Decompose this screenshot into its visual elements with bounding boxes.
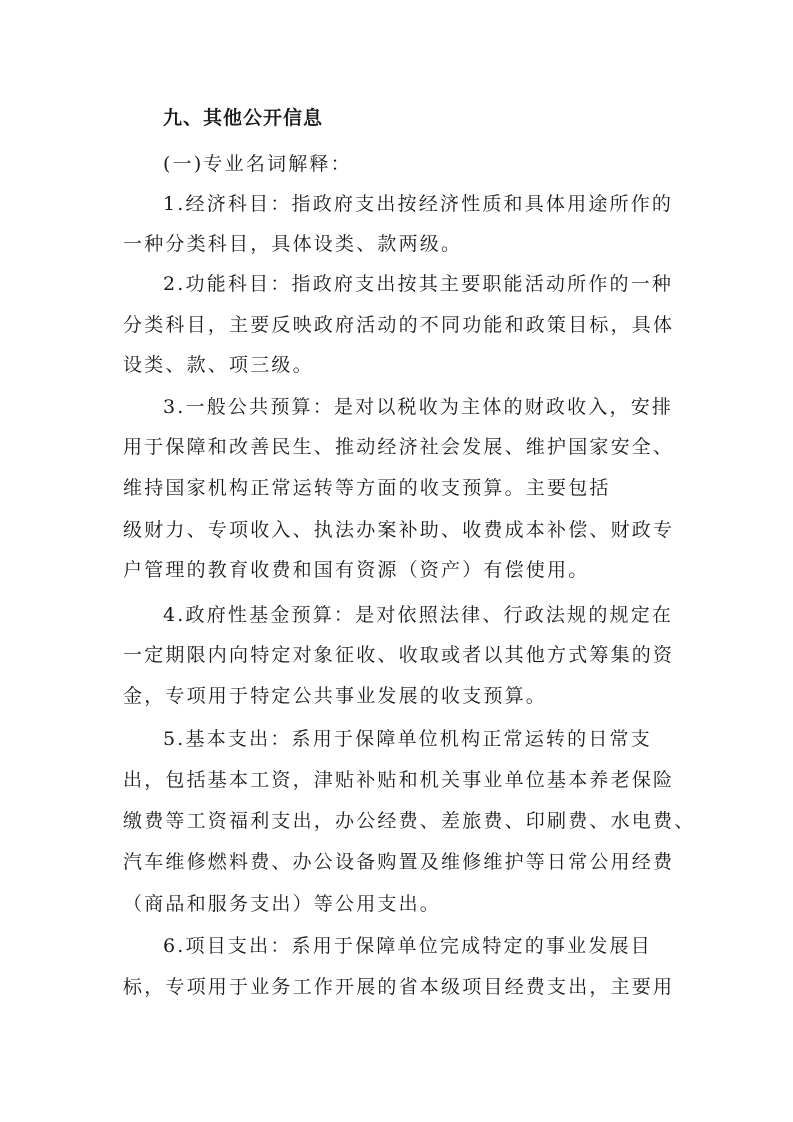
- subsection-heading: (一)专业名词解释：: [163, 153, 352, 175]
- paragraph-line: 6.项目支出：系用于保障单位完成特定的事业发展目: [163, 935, 652, 957]
- paragraph-line: 用于保障和改善民生、推动经济社会发展、维护国家安全、: [123, 436, 675, 458]
- paragraph-line: 设类、款、项三级。: [123, 354, 314, 376]
- paragraph-line: 2.功能科目：指政府支出按其主要职能活动所作的一种: [163, 273, 674, 295]
- paragraph-line: 5.基本支出：系用于保障单位机构正常运转的日常支: [163, 728, 652, 750]
- paragraph-line: 缴费等工资福利支出，办公经费、差旅费、印刷费、水电费、: [123, 810, 696, 832]
- section-heading: 九、其他公开信息: [163, 107, 324, 129]
- paragraph-line: 标，专项用于业务工作开展的省本级项目经费支出，主要用: [123, 976, 675, 998]
- paragraph-line: 一定期限内向特定对象征收、收取或者以其他方式筹集的资: [123, 644, 675, 666]
- paragraph-line: 1.经济科目：指政府支出按经济性质和具体用途所作的: [163, 193, 674, 215]
- paragraph-line: 维持国家机构正常运转等方面的收支预算。主要包括: [123, 477, 611, 499]
- paragraph-line: 级财力、专项收入、执法办案补助、收费成本补偿、财政专: [123, 519, 675, 541]
- paragraph-line: 汽车维修燃料费、办公设备购置及维修维护等日常公用经费: [123, 851, 675, 873]
- paragraph-line: 一种分类科目，具体设类、款两级。: [123, 233, 463, 255]
- paragraph-line: 3.一般公共预算：是对以税收为主体的财政收入，安排: [163, 396, 674, 418]
- paragraph-line: 4.政府性基金预算：是对依照法律、行政法规的规定在: [163, 604, 674, 626]
- paragraph-line: 户管理的教育收费和国有资源（资产）有偿使用。: [123, 559, 590, 581]
- paragraph-line: 分类科目，主要反映政府活动的不同功能和政策目标，具体: [123, 314, 675, 336]
- paragraph-line: 金，专项用于特定公共事业发展的收支预算。: [123, 685, 548, 707]
- paragraph-line: （商品和服务支出）等公用支出。: [123, 893, 442, 915]
- paragraph-line: 出，包括基本工资，津贴补贴和机关事业单位基本养老保险: [123, 769, 675, 791]
